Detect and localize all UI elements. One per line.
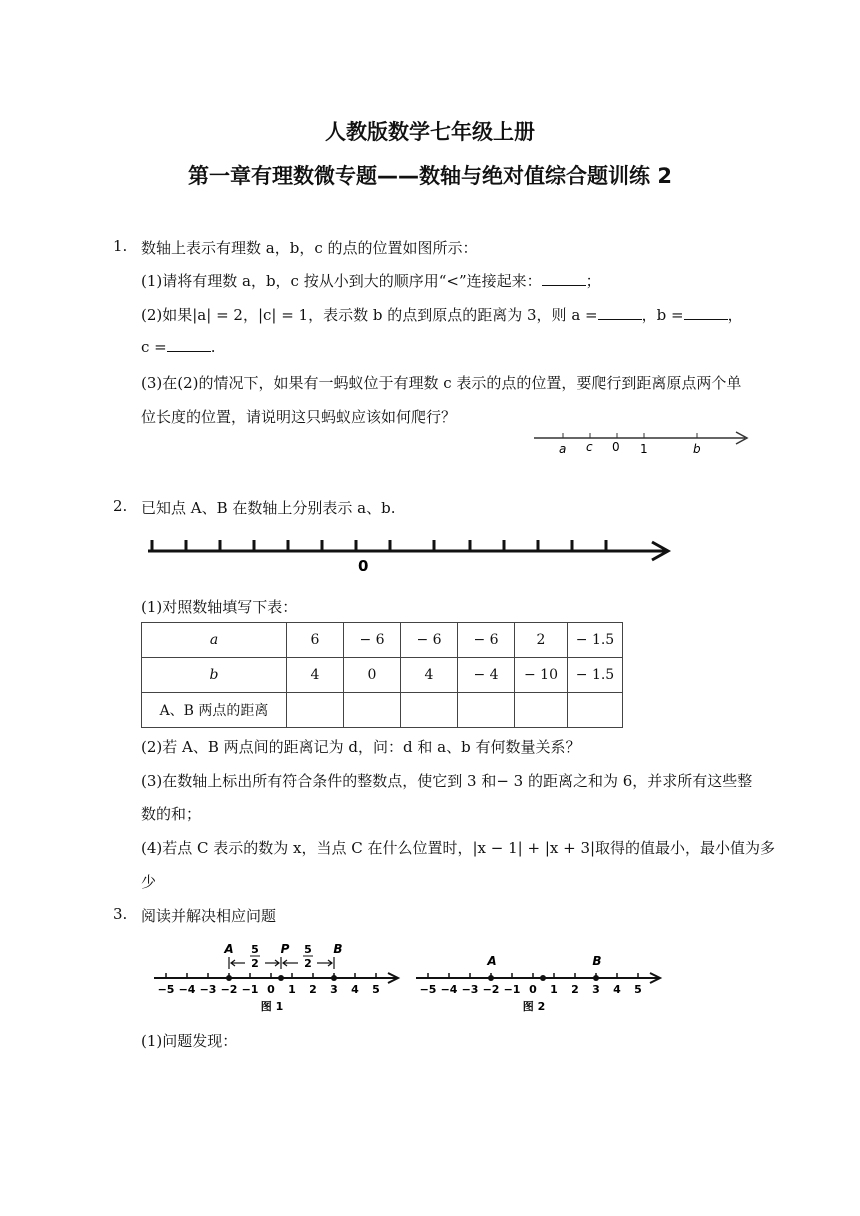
table-row (142, 623, 623, 658)
question-number: 2. (113, 497, 128, 515)
part-text: ，b = (641, 306, 684, 324)
table-cell: − 1.5 (568, 658, 623, 693)
answer-blank[interactable] (167, 339, 211, 352)
number-line-figure-q1 (530, 426, 755, 458)
tick-label: −5 (157, 983, 175, 996)
tick-label: 5 (372, 983, 380, 996)
part-text: (1)请将有理数 a，b，c 按从小到大的顺序用“<”连接起来： (141, 272, 542, 290)
answer-cell[interactable] (515, 693, 568, 728)
number-line-figure-1 (150, 938, 408, 1018)
table-cell: 4 (287, 658, 344, 693)
number-line-figure-q2 (140, 532, 680, 576)
tick-label: 3 (330, 983, 338, 996)
tick-label: −5 (419, 983, 437, 996)
number-line-figure-2 (412, 938, 670, 1018)
fraction-numerator: 5 (251, 943, 259, 956)
answer-cell[interactable] (287, 693, 344, 728)
answer-cell[interactable] (401, 693, 458, 728)
part-text: ， (727, 306, 743, 324)
tick-label: −3 (199, 983, 217, 996)
table-cell: 6 (287, 623, 344, 658)
question-part (141, 270, 601, 291)
axis-label: a (559, 442, 567, 456)
question-number: 1. (113, 237, 128, 255)
question-part: 位长度的位置，请说明这只蚂蚁应该如何爬行？ (141, 408, 457, 426)
tick-label: 0 (267, 983, 275, 996)
point-label: A (487, 954, 497, 968)
answer-cell[interactable] (344, 693, 401, 728)
table-cell: − 6 (401, 623, 458, 658)
point-label: B (592, 954, 602, 968)
answer-blank[interactable] (684, 307, 728, 320)
answer-blank[interactable] (598, 307, 642, 320)
tick-label: 5 (634, 983, 642, 996)
tick-label: 2 (571, 983, 579, 996)
table-cell: A、B 两点的距离 (142, 693, 287, 728)
question-part: (3)在数轴上标出所有符合条件的整数点，使它到 3 和− 3 的距离之和为 6，并求所有这些整 (141, 772, 753, 790)
question-part: (1)问题发现： (141, 1032, 238, 1050)
question-stem: 数轴上表示有理数 a，b，c 的点的位置如图所示： (141, 239, 478, 257)
question-part (141, 304, 743, 325)
point-label: B (333, 942, 343, 956)
table-cell: 0 (344, 658, 401, 693)
tick-label: 4 (613, 983, 621, 996)
answer-blank[interactable] (542, 273, 586, 286)
question-part: (3)在(2)的情况下，如果有一蚂蚁位于有理数 c 表示的点的位置，要爬行到距离原点两个单 (141, 374, 742, 392)
question-part: 少 (141, 873, 157, 891)
axis-label: 0 (612, 440, 620, 454)
document-subtitle: 第一章有理数微专题——数轴与绝对值综合题训练 2 (188, 164, 672, 188)
tick-label: 3 (592, 983, 600, 996)
axis-label: c (586, 440, 593, 454)
tick-label: 1 (550, 983, 558, 996)
table-cell: − 6 (344, 623, 401, 658)
axis-zero-label: 0 (358, 557, 369, 575)
tick-label: −2 (220, 983, 238, 996)
table-cell: a (142, 623, 287, 658)
tick-label: −4 (178, 983, 196, 996)
table-cell: − 1.5 (568, 623, 623, 658)
question-part (141, 338, 216, 356)
table-cell: − 4 (458, 658, 515, 693)
fraction-numerator: 5 (304, 943, 312, 956)
question-number: 3. (113, 905, 128, 923)
tick-label: −1 (503, 983, 521, 996)
axis-label: b (693, 442, 701, 456)
question-part: (2)若 A、B 两点间的距离记为 d，问：d 和 a、b 有何数量关系？ (141, 738, 581, 756)
question-stem: 阅读并解决相应问题 (141, 907, 277, 925)
part-text: (2)如果|a| = 2，|c| = 1，表示数 b 的点到原点的距离为 3，则 a = (141, 306, 598, 324)
table-row (142, 658, 623, 693)
question-part: 数的和； (141, 805, 202, 823)
figure-caption: 图 1 (260, 1000, 284, 1013)
table-cell: − 10 (515, 658, 568, 693)
tick-label: −1 (241, 983, 259, 996)
fraction-denominator: 2 (251, 957, 259, 970)
axis-label: 1 (640, 442, 648, 456)
tick-label: −2 (482, 983, 500, 996)
question-part: (4)若点 C 表示的数为 x，当点 C 在什么位置时，|x − 1| + |x + 3|取得的值最小，最小值为多 (141, 839, 776, 857)
part-text: c = (141, 338, 167, 356)
table-cell: 2 (515, 623, 568, 658)
answer-cell[interactable] (458, 693, 515, 728)
table-cell: 4 (401, 658, 458, 693)
table-cell: b (142, 658, 287, 693)
tick-label: −4 (440, 983, 458, 996)
table-cell: − 6 (458, 623, 515, 658)
question-stem: 已知点 A、B 在数轴上分别表示 a、b. (141, 499, 396, 517)
distance-table (141, 622, 623, 728)
table-row (142, 693, 623, 728)
tick-label: −3 (461, 983, 479, 996)
tick-label: 0 (529, 983, 537, 996)
fraction-denominator: 2 (304, 957, 312, 970)
tick-label: 1 (288, 983, 296, 996)
answer-cell[interactable] (568, 693, 623, 728)
document-title: 人教版数学七年级上册 (325, 120, 535, 144)
point-label: A (224, 942, 234, 956)
tick-label: 4 (351, 983, 359, 996)
point-label: P (280, 942, 290, 956)
question-part: (1)对照数轴填写下表： (141, 598, 298, 616)
tick-label: 2 (309, 983, 317, 996)
part-text: ； (585, 272, 601, 290)
part-text: . (210, 338, 216, 356)
figure-caption: 图 2 (522, 1000, 546, 1013)
